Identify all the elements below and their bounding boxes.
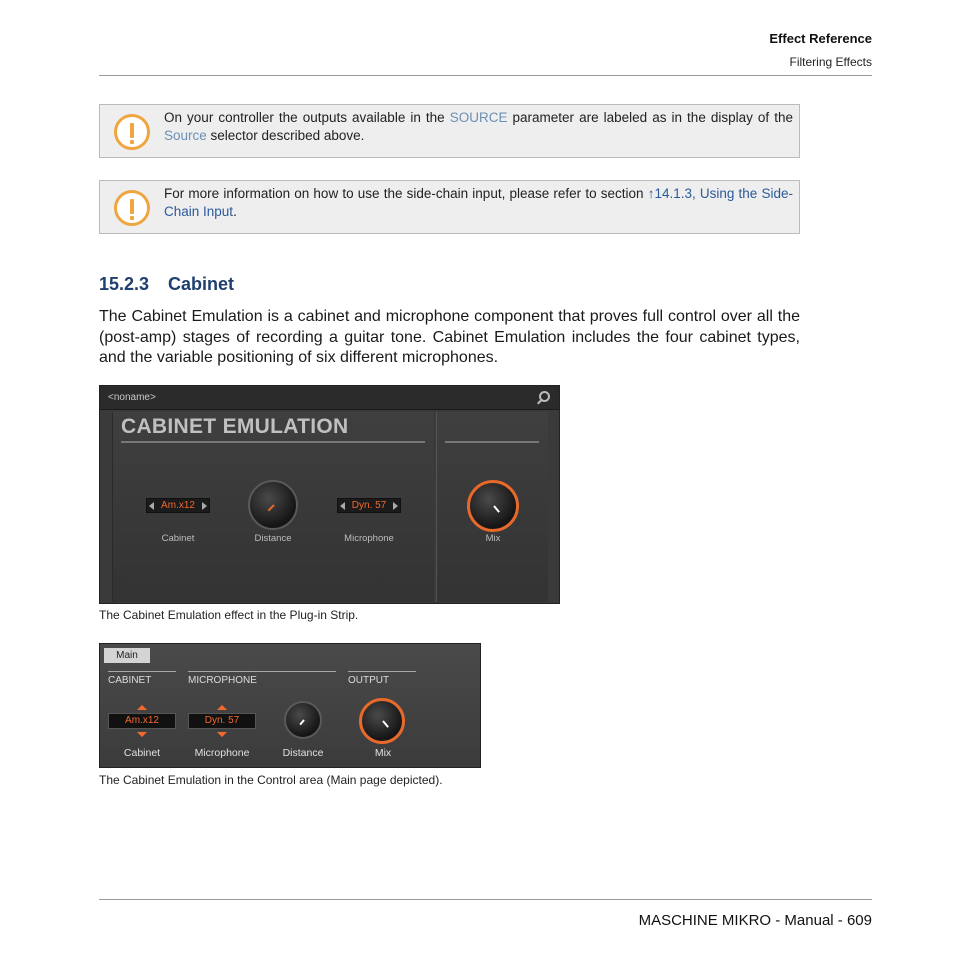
- mix-knob[interactable]: [467, 480, 519, 532]
- note-text: [164, 185, 793, 221]
- arrow-right-icon[interactable]: [393, 502, 398, 510]
- microphone-selector[interactable]: [337, 498, 401, 513]
- distance-knob[interactable]: [248, 480, 298, 530]
- plugin-strip-header: [100, 386, 559, 410]
- note-box-sidechain: [99, 180, 800, 234]
- decrement-icon[interactable]: [137, 732, 147, 737]
- section-number: 15.2.3: [99, 274, 150, 294]
- mix-knob[interactable]: [359, 698, 405, 744]
- figure-caption-control-area: The Cabinet Emulation in the Control area (Main page depicted).: [99, 773, 443, 787]
- figure-caption-plugin-strip: The Cabinet Emulation effect in the Plug-in Strip.: [99, 608, 359, 622]
- increment-icon[interactable]: [217, 705, 227, 710]
- microphone-value-display[interactable]: Dyn. 57: [188, 713, 256, 729]
- knob-indicator: [268, 504, 275, 511]
- source-selector-highlight: Source: [164, 128, 207, 143]
- section-body: The Cabinet Emulation is a cabinet and microphone component that proves full control over all the (post-amp) stages of recording a guitar tone. Cabinet Emulation includes the four cabinet types, and the variable positioning of six different microphones.: [99, 308, 800, 366]
- section-heading: [99, 274, 234, 295]
- title-divider: [121, 441, 425, 443]
- cabinet-value: Am.x12: [161, 500, 195, 511]
- control-area-panel: [99, 643, 481, 768]
- search-icon[interactable]: [539, 391, 550, 402]
- header-divider: [99, 75, 872, 76]
- warning-icon: [114, 190, 150, 226]
- note-text-part: On your controller the outputs available in the: [164, 110, 450, 125]
- microphone-label: Microphone: [344, 533, 394, 544]
- footer-divider: [99, 899, 872, 900]
- arrow-left-icon[interactable]: [340, 502, 345, 510]
- source-parameter-highlight: SOURCE: [449, 110, 508, 125]
- output-divider: [445, 441, 539, 443]
- microphone-value: Dyn. 57: [351, 500, 387, 511]
- plugin-title: CABINET EMULATION: [121, 415, 349, 438]
- microphone-label: Microphone: [194, 747, 250, 759]
- group-cabinet-header: CABINET: [108, 671, 176, 686]
- preset-name[interactable]: <noname>: [108, 392, 156, 403]
- knob-indicator: [382, 720, 389, 727]
- plugin-strip-panel: [99, 385, 560, 604]
- tab-main[interactable]: Main: [104, 648, 150, 663]
- knob-indicator: [493, 505, 500, 512]
- warning-icon: [114, 114, 150, 150]
- group-microphone-header: MICROPHONE: [188, 671, 336, 686]
- distance-label: Distance: [282, 747, 324, 759]
- section-title: Cabinet: [168, 274, 235, 294]
- note-text-part: selector described above.: [206, 128, 365, 143]
- distance-knob[interactable]: [284, 701, 322, 739]
- running-header-title: Effect Reference: [769, 31, 872, 46]
- cabinet-selector[interactable]: [146, 498, 210, 513]
- distance-label: Distance: [254, 533, 292, 544]
- running-header-subtitle: Filtering Effects: [789, 55, 872, 69]
- note-text-part: parameter are labeled as in the display of the: [507, 110, 793, 125]
- arrow-right-icon[interactable]: [202, 502, 207, 510]
- knob-indicator: [299, 719, 304, 725]
- cabinet-value-display[interactable]: Am.x12: [108, 713, 176, 729]
- mix-label: Mix: [485, 533, 501, 544]
- page-footer: MASCHINE MIKRO - Manual - 609: [638, 912, 872, 929]
- decrement-icon[interactable]: [217, 732, 227, 737]
- mix-label: Mix: [374, 747, 392, 759]
- plugin-output-section: [436, 412, 548, 602]
- note-box-source: [99, 104, 800, 158]
- cabinet-label: Cabinet: [123, 747, 161, 759]
- note-text: [164, 109, 793, 145]
- note-text-part: .: [233, 204, 237, 219]
- group-output-header: OUTPUT: [348, 671, 416, 686]
- note-text-part: For more information on how to use the side-chain input, please refer to section: [164, 186, 648, 201]
- plugin-main-section: [112, 412, 434, 602]
- sidechain-section-link[interactable]: ↑14.1.3, Using the Side-Chain Input: [164, 186, 793, 219]
- arrow-left-icon[interactable]: [149, 502, 154, 510]
- increment-icon[interactable]: [137, 705, 147, 710]
- cabinet-label: Cabinet: [161, 533, 195, 544]
